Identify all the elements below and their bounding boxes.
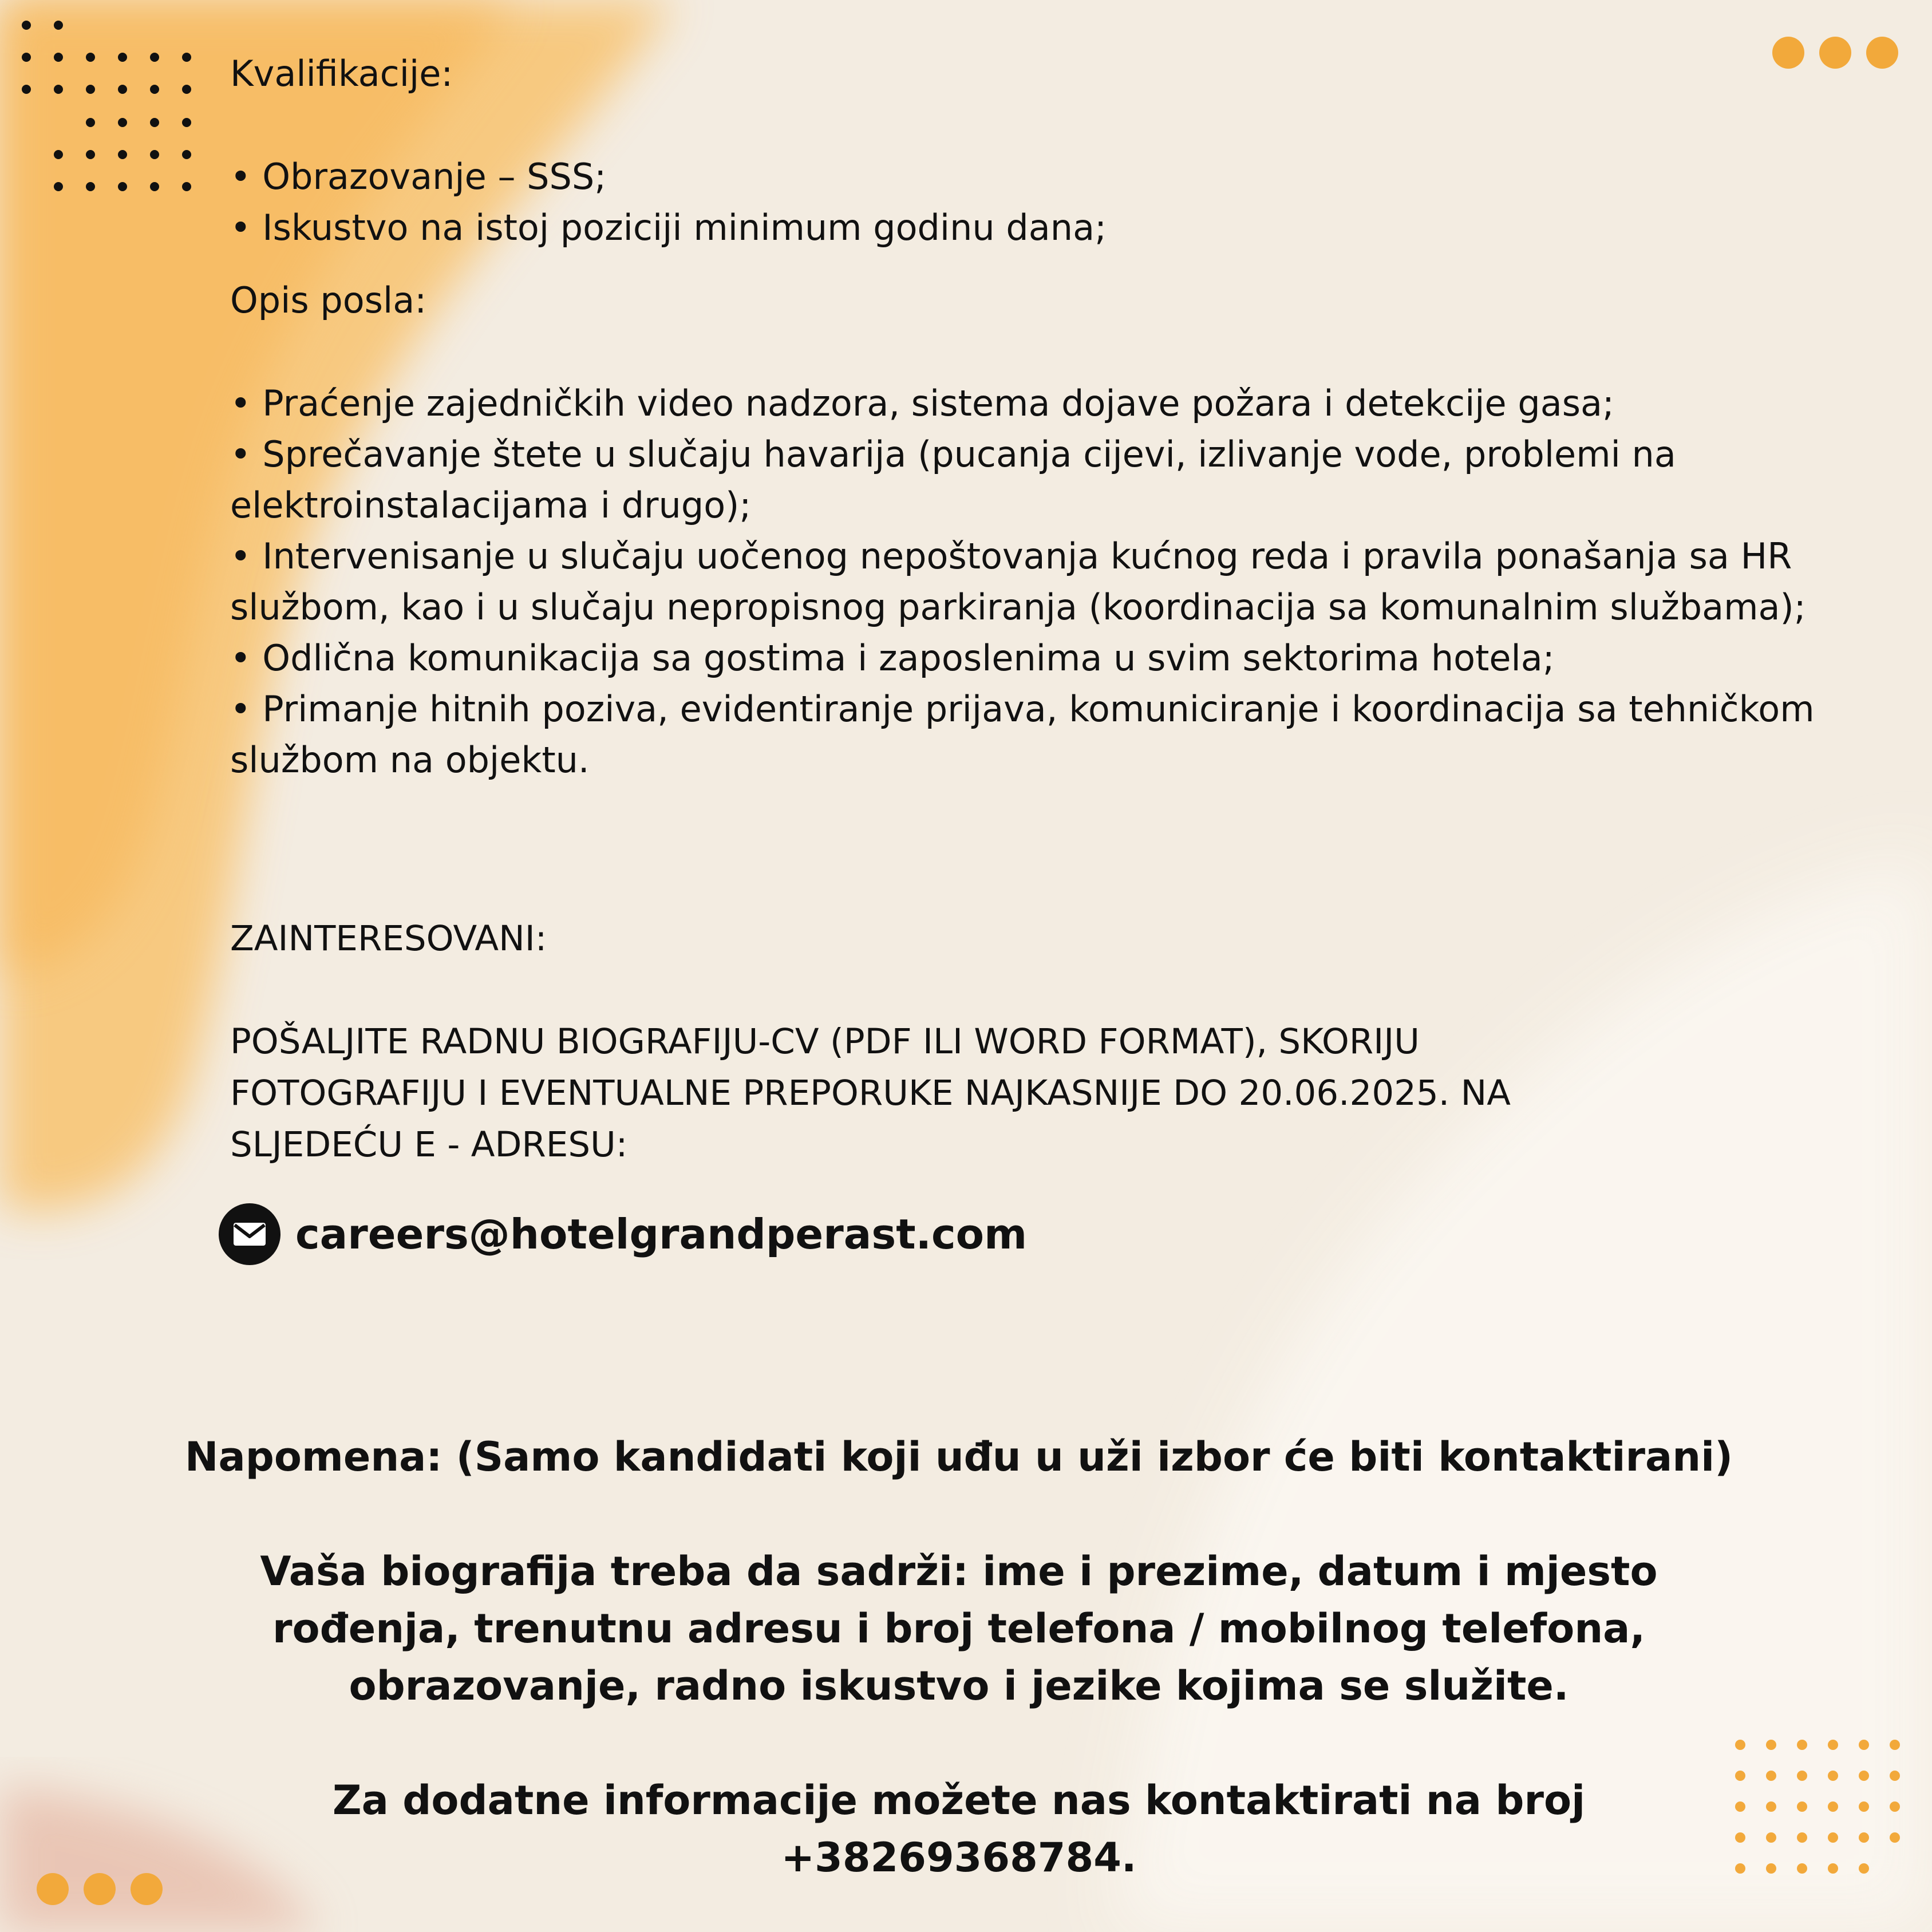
list-item: • Obrazovanje – SSS; <box>230 151 1907 202</box>
qualifications-heading: Kvalifikacije: <box>230 53 453 94</box>
job-description-heading: Opis posla: <box>230 279 427 321</box>
note-text: Napomena: (Samo kandidati koji uđu u uži izbor će biti kontaktirani) <box>184 1433 1733 1480</box>
qualifications-section <box>230 48 1907 253</box>
job-description-section <box>230 275 1907 785</box>
job-description-list <box>230 378 1907 785</box>
decorative-dots-bottom-left <box>34 1866 172 1906</box>
list-item: • Primanje hitnih poziva, evidentiranje prijava, komuniciranje i koordinacija sa tehničkom službom na objektu. <box>230 683 1907 785</box>
email-row <box>218 1202 1027 1266</box>
decorative-dot-grid-top-left <box>11 11 200 195</box>
list-item: • Iskustvo na istoj poziciji minimum godinu dana; <box>230 202 1907 253</box>
application-section <box>230 913 1907 1171</box>
list-item: • Sprečavanje štete u slučaju havarija (pucanja cijevi, izlivanje vode, problemi na elektroinstalacijama i drugo); <box>230 429 1907 531</box>
application-instructions: POŠALJITE RADNU BIOGRAFIJU-CV (PDF ILI WORD FORMAT), SKORIJU FOTOGRAFIJU I EVENTUALNE PREPORUKE NAJKASNIJE DO 20.06.2025. NA SLJEDEĆU E - ADRESU: <box>230 1021 1511 1165</box>
list-item: • Intervenisanje u slučaju uočenog nepoštovanja kućnog reda i pravila ponašanja sa HR službom, kao i u slučaju nepropisnog parkiranja (koordinacija sa komunalnim službama); <box>230 531 1907 633</box>
qualifications-list <box>230 151 1907 253</box>
mail-icon <box>218 1202 282 1266</box>
application-heading: ZAINTERESOVANI: <box>230 918 547 959</box>
list-item: • Praćenje zajedničkih video nadzora, sistema dojave požara i detekcije gasa; <box>230 378 1907 429</box>
list-item: • Odlična komunikacija sa gostima i zaposlenima u svim sektorima hotela; <box>230 633 1907 683</box>
email-link[interactable]: careers@hotelgrandperast.com <box>295 1210 1028 1258</box>
decorative-dot-grid-bottom-right <box>1729 1735 1901 1883</box>
cv-content-text: Vaša biografija treba da sadrži: ime i prezime, datum i mjesto rođenja, trenutnu adresu i broj telefona / mobilnog telefona, obrazovanje, radno iskustvo i jezike kojima se služite. <box>260 1548 1658 1709</box>
contact-text: Za dodatne informacije možete nas kontaktirati na broj +38269368784. <box>332 1777 1586 1881</box>
